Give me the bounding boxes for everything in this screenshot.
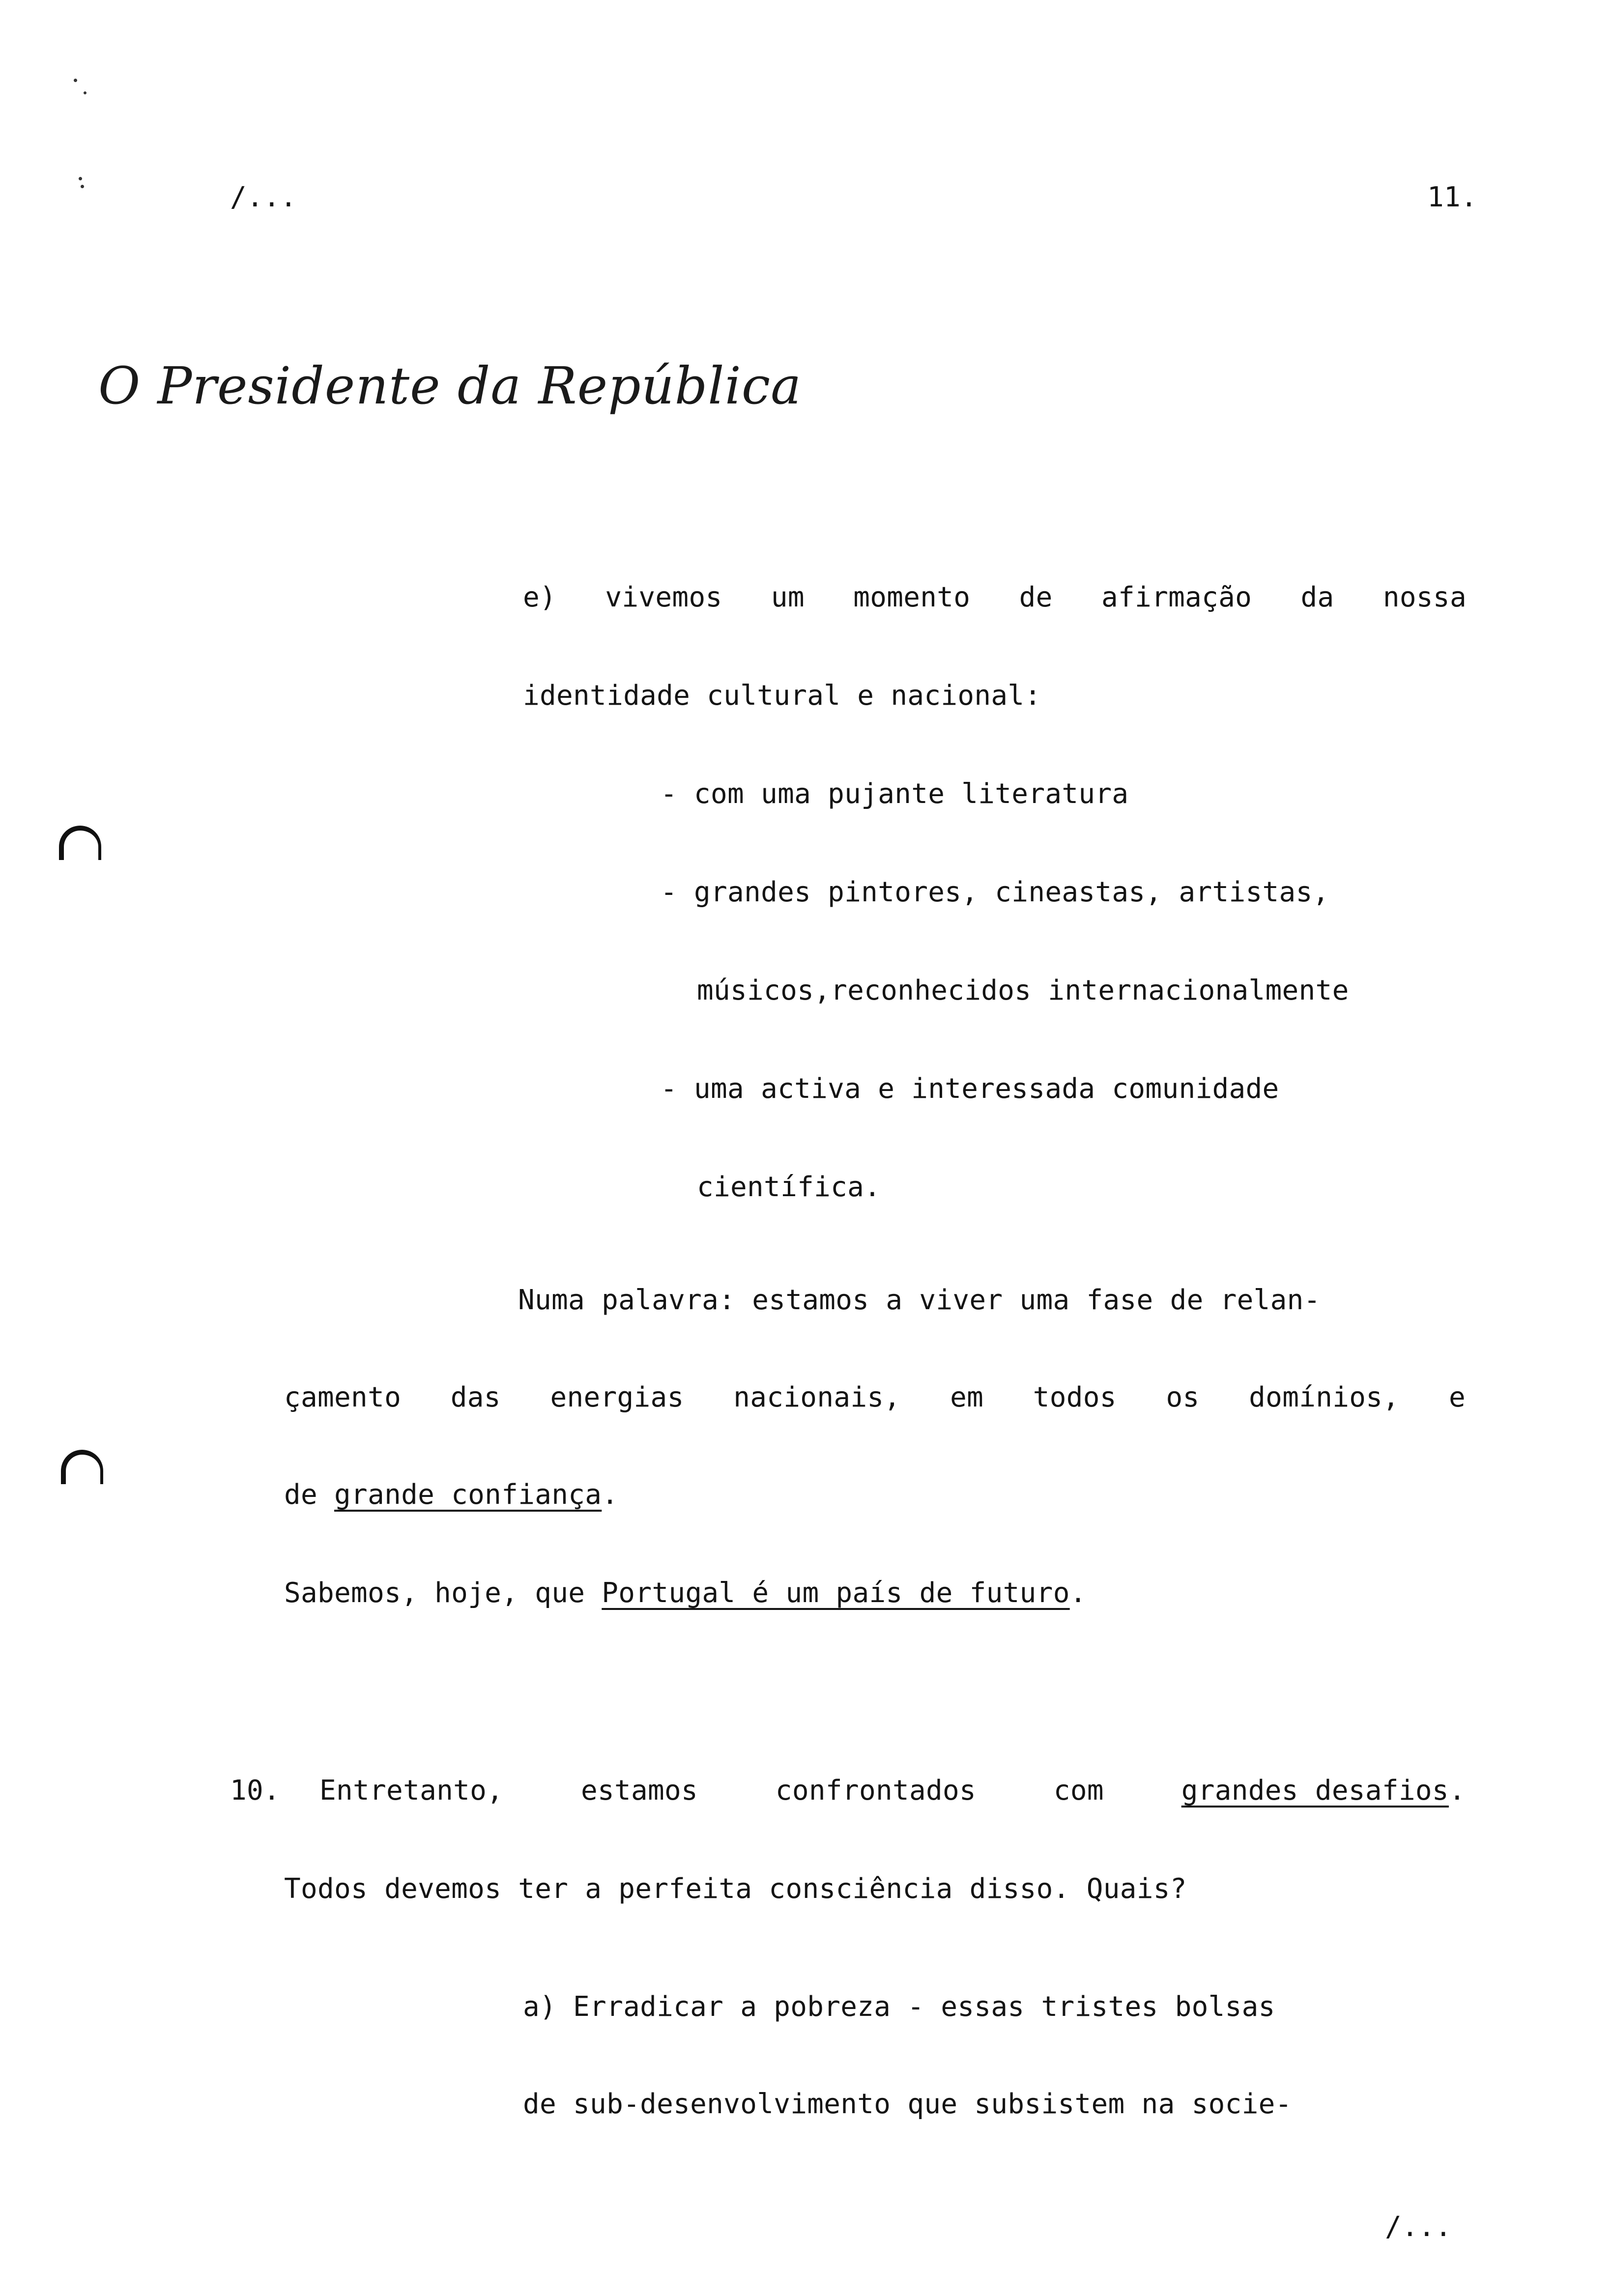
word: um <box>771 581 805 613</box>
continuation-mark-bottom: /... <box>1385 2211 1452 2243</box>
underlined-group <box>1181 1773 1466 1808</box>
word: nossa <box>1382 581 1467 613</box>
bullet-literature: - com uma pujante literatura <box>661 778 1129 810</box>
word: os <box>1166 1381 1200 1413</box>
word: das <box>450 1381 501 1413</box>
word: energias <box>550 1381 684 1413</box>
continuation-mark-top: /... <box>230 181 297 213</box>
page-number: 11. <box>1427 181 1478 213</box>
item-e-line-1 <box>523 580 1467 615</box>
text: . <box>1448 1775 1466 1807</box>
word: confrontados <box>775 1775 977 1807</box>
text: . <box>602 1479 619 1511</box>
word: estamos <box>580 1775 698 1807</box>
scan-speck <box>74 79 77 82</box>
item-a-line-2: de sub-desenvolvimento que subsistem na socie- <box>523 2088 1292 2120</box>
paragraph-line-2 <box>284 1380 1466 1415</box>
word: nacionais, <box>733 1381 901 1413</box>
word: Entretanto, <box>319 1775 504 1807</box>
text: . <box>1069 1577 1087 1609</box>
word: em <box>950 1381 984 1413</box>
item-e-line-2: identidade cultural e nacional: <box>523 680 1041 712</box>
word: de <box>1019 581 1053 613</box>
item-a-line-1: a) Erradicar a pobreza - essas tristes bolsas <box>523 1991 1275 2023</box>
section-10-line-1 <box>319 1773 1466 1808</box>
scan-speck <box>84 91 86 94</box>
word: da <box>1300 581 1334 613</box>
underlined-phrase: grandes desafios <box>1181 1775 1449 1807</box>
punch-hole-mark <box>59 826 101 860</box>
text: de <box>284 1479 335 1511</box>
underlined-phrase: grande confiança <box>334 1479 602 1511</box>
bullet-artists-continuation: músicos,reconhecidos internacionalmente <box>697 975 1349 1006</box>
word: todos <box>1033 1381 1117 1413</box>
bullet-artists: - grandes pintores, cineastas, artistas, <box>661 876 1329 908</box>
scan-speck <box>79 177 82 180</box>
bullet-scientific-community: - uma activa e interessada comunidade <box>661 1073 1279 1105</box>
word: domínios, <box>1249 1381 1400 1413</box>
word: momento <box>853 581 971 613</box>
word: e <box>1448 1381 1466 1413</box>
paragraph-line-1: Numa palavra: estamos a viver uma fase de relan- <box>518 1284 1321 1316</box>
section-10-line-2: Todos devemos ter a perfeita consciência disso. Quais? <box>284 1873 1187 1905</box>
word: e) <box>523 581 557 613</box>
underlined-phrase: Portugal é um país de futuro <box>602 1577 1070 1609</box>
section-number: 10. <box>230 1775 281 1807</box>
word: afirmação <box>1101 581 1252 613</box>
word: çamento <box>284 1381 402 1413</box>
paragraph-line-3 <box>284 1477 618 1513</box>
scan-speck <box>81 185 84 188</box>
text: Sabemos, hoje, que <box>284 1577 602 1609</box>
paragraph-line-4 <box>284 1576 1087 1611</box>
word: com <box>1053 1775 1104 1807</box>
punch-hole-mark <box>61 1450 103 1484</box>
letterhead: O Presidente da República <box>98 356 802 416</box>
bullet-scientific-continuation: científica. <box>697 1171 881 1203</box>
word: vivemos <box>605 581 722 613</box>
